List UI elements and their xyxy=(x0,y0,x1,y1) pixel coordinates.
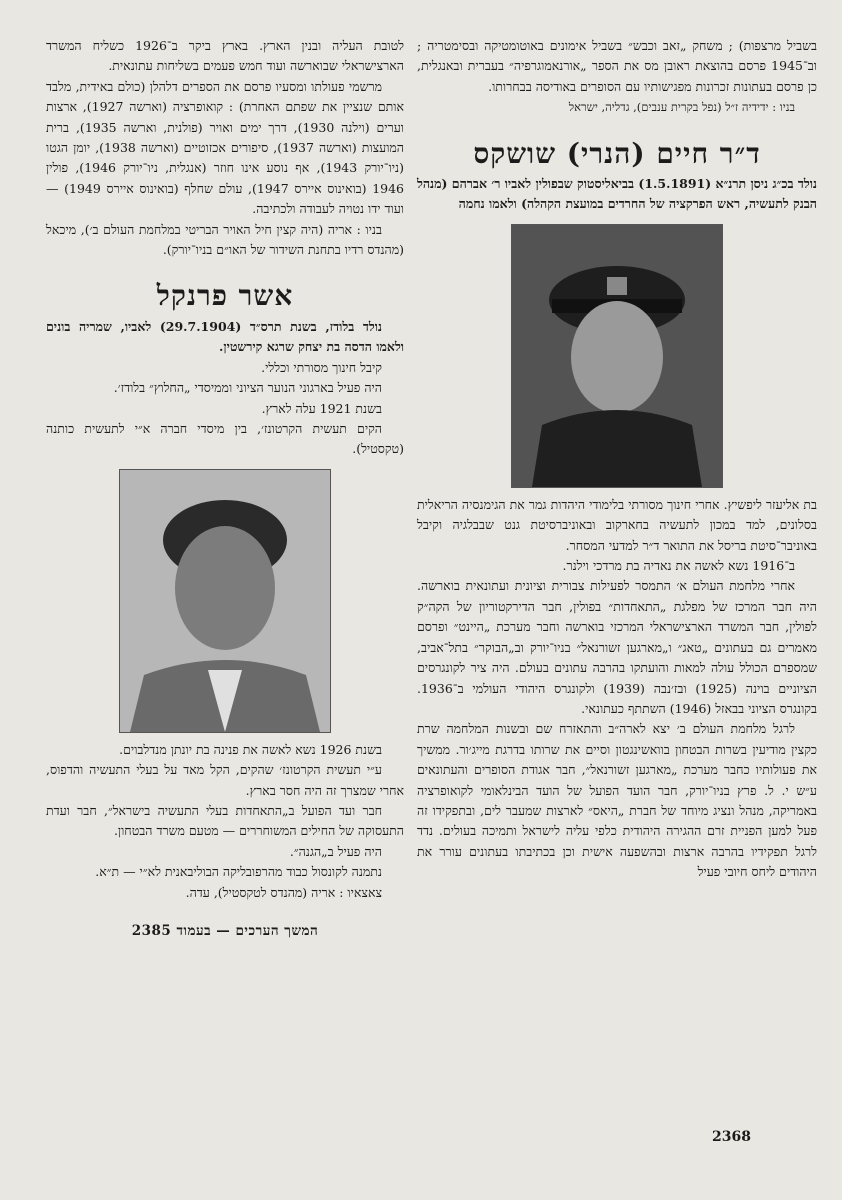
shoskes-body-4: לרגל מלחמת העולם ב׳ יצא לארה״ב והתאזרח שם ובשנות המלחמה שרת כקצין מודיעין בשרות הבטחון בוואשינגטון וסיים את שרותו בדרגת מייג׳ור. ממשיך את פעולותיו כחבר מערכת „מארגען זשורנאל״, חבר אגודת הסופרים והעתונאים ע״ש י. ל. פרץ בניו־יורק, חבר הועד הפועל של הועד הבינלאומי לקואופרציה באמריקה, מנהל ונציג מיוחד של חברת „היאס״ לארצות שמעבר לים, ובתפקידו זה פעל למען הפניית זרם ההגירה היהודית כלפי עליה לישראל ותמיכה בעולים. נדד לרגל תפקידיו בהרבה ארצות ובהשפעה אישית וכן בכתיבתו בעתונים עורר את היהודים ליחס חיובי פעיל xyxy=(417,721,817,880)
frenkel-line-3: בשנת 1921 עלה לארץ. xyxy=(261,400,382,416)
left-intro-children: בניו : אריה (היה קצין חיל האויר הבריטי במלחמת העולם ב׳), מיכאל (מהנדס רדיו בתחנת השידור של האו״ם בניו־יורק). xyxy=(46,221,404,258)
left-column xyxy=(46,36,404,941)
frenkel-body-5: נתמנה לקונסול כבוד מהרפובליקה הבוליבאנית לא״י — ת״א. xyxy=(95,864,382,880)
shoskes-body-2: ב־1916 נשא לאשה את נאדיה בת מרדכי וילנר. xyxy=(562,558,795,574)
portrait-photo-frenkel xyxy=(120,470,330,732)
frenkel-body-2: ע״י תעשית הקרטונז׳ שהקים, הקל מאד על בעלי התעשיה והדפוס, אחרי שמצרך זה היה חסר בארץ. xyxy=(46,762,404,798)
entry-title-shoskes: ד״ר חיים (הנרי) שושקס xyxy=(473,136,761,170)
entry-title-frenkel: אשר פרנקל xyxy=(156,279,294,313)
portrait-image-shoskes xyxy=(512,225,722,487)
page-number: 2368 xyxy=(712,1129,751,1145)
photo-frame-frenkel xyxy=(46,470,404,732)
shoskes-body-1: בת אליעזר ליפשיץ. אחרי חינוך מסורתי בלימודי היהדות גמר את הגימנסיה הריאלית בסלונים, למד במכון לתעשיה בחארקוב ובאוניברסיטת גנט שבבלגיה וקיבל באוניבר־סיטת בריסל את התואר ד״ר למדעי המסחר. xyxy=(417,496,817,553)
portrait-image-frenkel xyxy=(120,470,330,732)
frenkel-body-3: חבר ועד הפועל ב„התאחדות בעלי התעשיה בישראל״, חבר ועדת התעסוקה של החילים המשוחררים — מטעם משרד הבטחון. xyxy=(46,802,404,839)
entry-header-frenkel: נולד בלודז, בשנת תרס״ד (29.7.1904) לאביו, שמריה בונים ולאמו הדסה בת יצחק שרגא קירשטין. xyxy=(46,318,404,355)
continued-note: המשך הערכים — בעמוד 2385 xyxy=(131,922,319,939)
shoskes-body-3: אחרי מלחמת העולם א׳ התמסר לפעילות צבורית וציונית ועתונאית בוארשה. היה חבר המרכז של מפלגת „התאחדות״ בפולין, חבר הדירקטוריון של הקה״ק לפולין, חבר המשרד הארצישראלי המרכזי בוארשה וחבר מערכת „היינט״ ופרסם מאמרים גם בעתונים „טאג״ ו„מארגען זשורנאל״ בניו־יורק וב„הבוקר״ בתל־אביב, שמספרם הכולל עולה למאות והועתקו בהרבה עתונים בעולם. היה ציר לקונגרסים הציוניים בוינה (1925) ובז׳נבה (1939) ולקונגרס היהודי העולמי ב־1936. בקונגרס הציוני בבאזל (1946) השתתף כעתונאי. xyxy=(417,578,817,716)
frenkel-body-6: צאצאיו : אריה (מהנדס לטקסטיל), עדה. xyxy=(185,884,382,900)
frenkel-line-1: קיבל חינוך מסורתי וכללי. xyxy=(261,359,382,375)
left-intro-paragraph-1: לטובת העליה ובנין הארץ. בארץ ביקר ב־1926 כשליח המשרד הארצישראלי שבוארשה ועוד חמש פעמים בשליחות עתונאית. xyxy=(46,38,404,74)
right-intro-children: בניו : ידידיה ז״ל (נפל בקרית ענבים), גדליה, ישראל xyxy=(568,100,795,115)
frenkel-line-2: היה פעיל בארגוני הנוער הציוני וממיסדי „החלוץ״ בלודז׳. xyxy=(113,380,382,396)
entry-header-shoskes: נולד בכ״ג ניסן תרנ״א (1.5.1891) בביאליסטוק שבפולין לאביו ר׳ אברהם (מנהל הבנק לתעשיה, ראש הפרקציה של החרדים במועצת הקהלה) ולאמו נחמה xyxy=(417,176,817,212)
right-intro-paragraph-1: בשביל מרצפות) ; משחק „זאב וכבש״ בשביל אימונים באוטומטיקה ובסימטריה ; וב־1945 פרסם בהוצאת ראובן מס את הספר „אורנאמוגרפיה״ בעברית ובאנגלית, כן פרסם בעתונות זכרונות מפגישותיו עם הסופרים באודיסה בבחרותו. xyxy=(417,38,817,94)
frenkel-body-4: היה פעיל ב„הגנה״. xyxy=(289,843,382,859)
frenkel-body-1: בשנת 1926 נשא לאשה את פנינה בת יונתן מנדלבוים. xyxy=(119,741,382,757)
photo-frame-shoskes xyxy=(417,225,817,487)
left-intro-paragraph-2: מרשמי פעולתו ומסעיו פרסם את הספרים דלהלן (כולם באידית, מלבד אותם שנציין את שפתם האחרת) : קואופרציה (וארשה 1927), ארצות וערים (וילנה 1930), דרך ימים ואויר (פולנית, וארשה 1935), ברית המועצות (וארשה 1937), סיפורים אכזוטיים (וארשה 1938), יומן הגטו (ניו־יורק 1943), אף נוסע אינו חוזר (אנגלית, ניו־יורק 1946), פולין 1946 (בואינוס איירס 1947), עולם שחלף (בואינוס איירס 1949) — ועוד ידו נטויה לעבודה ולכתיבה. xyxy=(46,78,404,217)
right-column xyxy=(417,36,817,883)
frenkel-line-4: הקים תעשית הקרטונז׳, בין מיסדי חברה א״י לתעשית כותנה (טקסטיל). xyxy=(46,420,404,457)
portrait-photo-shoskes xyxy=(512,225,722,487)
